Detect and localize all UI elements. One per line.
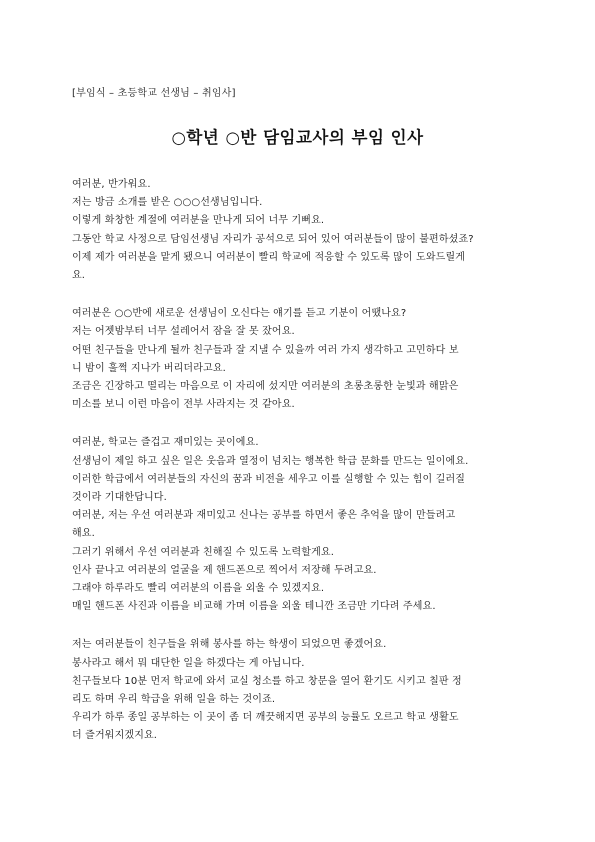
- paragraph-line: 선생님이 제일 하고 싶은 일은 웃음과 열정이 넘치는 행복한 학급 문화를 만드는 일이에요.: [72, 455, 469, 467]
- paragraph: [72, 434, 534, 616]
- paragraph-line: 여러분, 학교는 즐겁고 재미있는 곳이에요.: [72, 437, 259, 449]
- paragraph-line: 요.: [72, 270, 86, 282]
- paragraph-line: 것이라 기대한답니다.: [72, 492, 167, 504]
- paragraph-line: 어떤 친구들을 만나게 될까 친구들과 잘 지낼 수 있을까 여러 가지 생각하고 고민하다 보: [72, 344, 459, 356]
- paragraph-line: 인사 끝나고 여러분의 얼굴을 제 핸드폰으로 찍어서 저장해 두려고요.: [72, 564, 377, 576]
- paragraph-line: 여러분은 ○○반에 새로운 선생님이 오신다는 얘기를 듣고 기분이 어땠나요?: [72, 308, 407, 320]
- paragraph-line: 우리가 하루 종일 공부하는 이 곳이 좀 더 깨끗해지면 공부의 능률도 오르고 학교 생활도: [72, 712, 459, 724]
- paragraph-line: 이렇게 화창한 계절에 여러분을 만나게 되어 너무 기뻐요.: [72, 215, 325, 227]
- paragraph-line: 이제 제가 여러분을 맡게 됐으니 여러분이 빨리 학교에 적응할 수 있도록 많이 도와드릴게: [72, 251, 466, 263]
- paragraph-line: 그동안 학교 사정으로 담임선생님 자리가 공석으로 되어 있어 여러분들이 많이 불편하셨죠?: [72, 233, 474, 245]
- document-body: [72, 176, 534, 766]
- document-category: [부임식 – 초등학교 선생님 – 취임사]: [72, 88, 236, 99]
- paragraph-line: 더 즐거워지겠지요.: [72, 730, 158, 742]
- paragraph-line: 매일 핸드폰 사진과 이름을 비교해 가며 이름을 외울 테니깐 조금만 기다려 주세요.: [72, 601, 436, 613]
- paragraph-line: 친구들보다 10분 먼저 학교에 와서 교실 청소를 하고 창문을 열어 환기도 시키고 칠판 정: [72, 675, 462, 687]
- paragraph-line: 여러분, 반가워요.: [72, 179, 151, 190]
- paragraph-line: 니 밤이 훌쩍 지나가 버리더라고요.: [72, 362, 226, 374]
- paragraph-line: 해요.: [72, 528, 95, 540]
- paragraph-line: 저는 방금 소개를 받은 ○○○선생님입니다.: [72, 197, 263, 209]
- paragraph-line: 그러기 위해서 우선 여러분과 친해질 수 있도록 노력할게요.: [72, 546, 335, 558]
- paragraph-line: 봉사라고 해서 뭐 대단한 일을 하겠다는 게 아닙니다.: [72, 657, 305, 669]
- paragraph-line: 이러한 학급에서 여러분들의 자신의 꿈과 비전을 세우고 이를 실행할 수 있는 힘이 길러질: [72, 473, 466, 485]
- paragraph-line: 미소를 보니 이런 마음이 전부 사라지는 것 같아요.: [72, 399, 295, 411]
- paragraph-line: 조금은 긴장하고 떨리는 마음으로 이 자리에 섰지만 여러분의 초롱초롱한 눈빛과 해맑은: [72, 381, 459, 393]
- paragraph: [72, 305, 534, 414]
- paragraph-line: 여러분, 저는 우선 여러분과 재미있고 신나는 공부를 하면서 좋은 추억을 많이 만들려고: [72, 510, 456, 522]
- paragraph-line: 그래야 하루라도 빨리 여러분의 이름을 외울 수 있겠지요.: [72, 583, 325, 595]
- document-title: ○학년 ○반 담임교사의 부임 인사: [171, 128, 424, 147]
- paragraph-line: 저는 어젯밤부터 너무 설레어서 잠을 잘 못 잤어요.: [72, 326, 295, 338]
- paragraph-line: 저는 여러분들이 친구들을 위해 봉사를 하는 학생이 되었으면 좋겠어요.: [72, 639, 387, 651]
- paragraph: [72, 176, 534, 285]
- paragraph: [72, 636, 534, 745]
- paragraph-line: 리도 하며 우리 학급을 위해 일을 하는 것이죠.: [72, 694, 276, 706]
